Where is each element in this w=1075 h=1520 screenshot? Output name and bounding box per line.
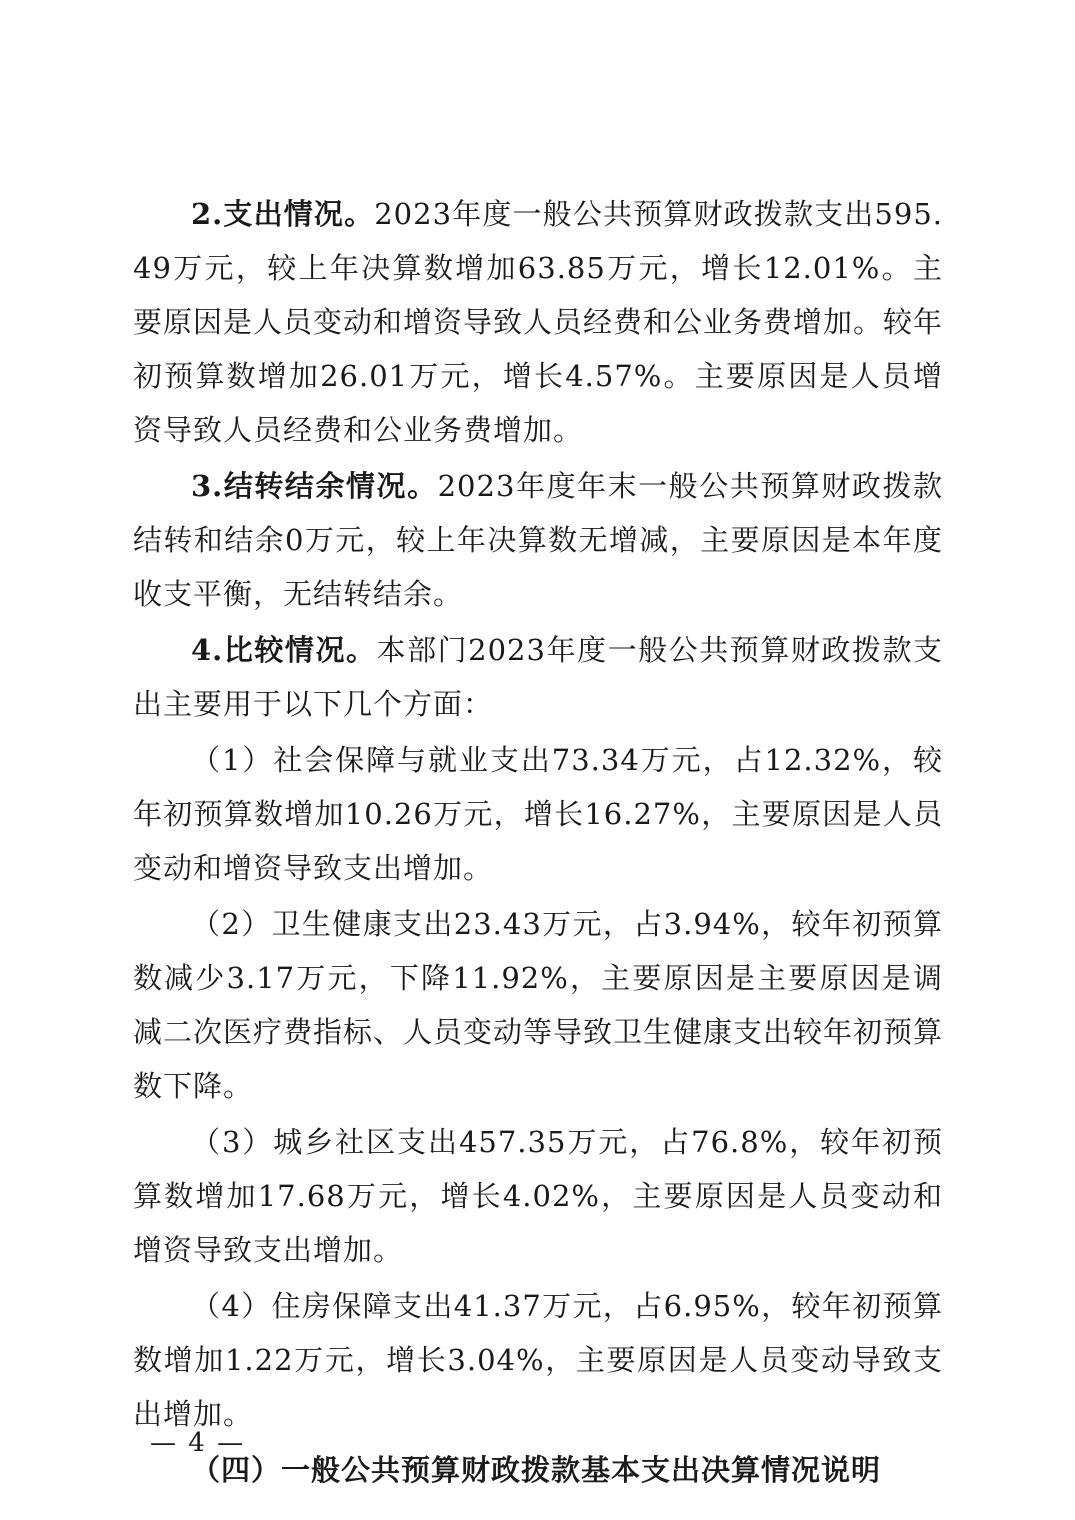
page-content [133,187,943,1497]
paragraph-comparison [133,623,943,731]
section-heading: （四）一般公共预算财政拨款基本支出决算情况说明 [191,1453,882,1487]
paragraph-heading: 4.比较情况。 [191,633,377,667]
paragraph-heading: 2.支出情况。 [191,197,375,231]
paragraph-text: （3）城乡社区支出457.35万元，占76.8%，较年初预算数增加17.68万元，增长4.02%，主要原因是人员变动和增资导致支出增加。 [133,1125,943,1267]
paragraph-expenditure [133,187,943,457]
paragraph-item-3 [133,1115,943,1277]
paragraph-text: 2023年度一般公共预算财政拨款支出595.49万元，较上年决算数增加63.85万元，增长12.01%。主要原因是人员变动和增资导致人员经费和公业务费增加。较年初预算数增加26.01万元，增长4.57%。主要原因是人员增资导致人员经费和公业务费增加。 [133,197,944,447]
paragraph-text: （1）社会保障与就业支出73.34万元，占12.32%，较年初预算数增加10.26万元，增长16.27%，主要原因是人员变动和增资导致支出增加。 [133,743,943,885]
paragraph-item-1 [133,733,943,895]
paragraph-text: （4）住房保障支出41.37万元，占6.95%，较年初预算数增加1.22万元，增长3.04%，主要原因是人员变动导致支出增加。 [133,1289,943,1431]
paragraph-heading: 3.结转结余情况。 [191,469,438,503]
paragraph-item-2 [133,897,943,1113]
paragraph-text: （2）卫生健康支出23.43万元，占3.94%，较年初预算数减少3.17万元，下降11.92%，主要原因是主要原因是调减二次医疗费指标、人员变动等导致卫生健康支出较年初预算数下降。 [133,907,944,1103]
paragraph-text: 2023年度年末一般公共预算财政拨款结转和结余0万元，较上年决算数无增减，主要原因是本年度收支平衡，无结转结余。 [133,469,943,611]
page-number: — 4 — [150,1428,246,1458]
paragraph-text: 本部门2023年度一般公共预算财政拨款支出主要用于以下几个方面： [133,633,943,721]
paragraph-item-4 [133,1279,943,1441]
paragraph-carryover [133,459,943,621]
